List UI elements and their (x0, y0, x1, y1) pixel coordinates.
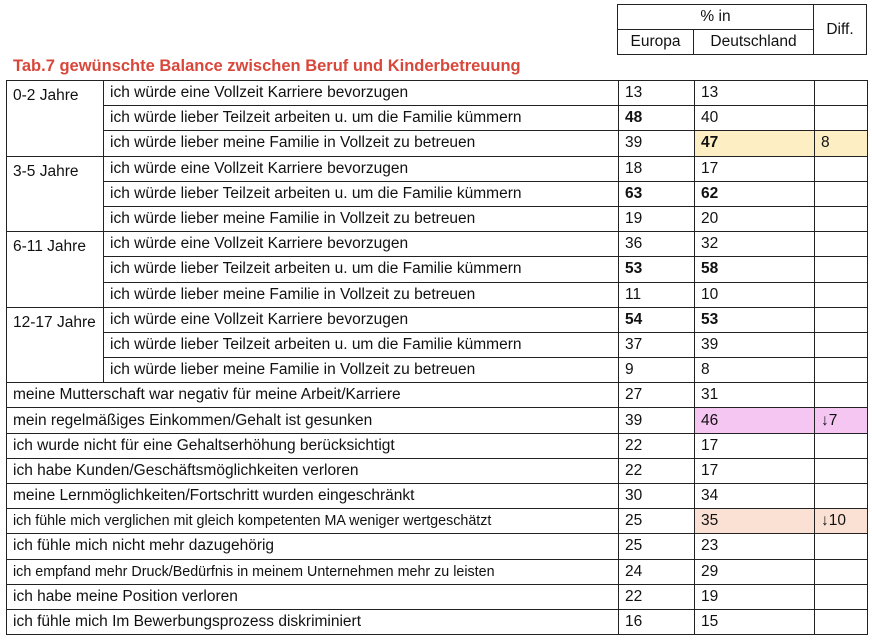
europa-value: 48 (619, 106, 695, 131)
deutschland-value: 8 (695, 358, 815, 383)
diff-value (815, 584, 868, 609)
diff-value: 8 (815, 131, 868, 156)
statement-cell: meine Mutterschaft war negativ für meine Arbeit/Karriere (7, 383, 619, 408)
europa-value: 11 (619, 282, 695, 307)
table-row (7, 408, 868, 433)
europa-value: 39 (619, 408, 695, 433)
statement-cell: ich würde eine Vollzeit Karriere bevorzugen (104, 232, 619, 257)
deutschland-value: 19 (695, 584, 815, 609)
age-group-label: 12-17 Jahre (7, 307, 104, 383)
diff-value (815, 458, 868, 483)
table-title: Tab.7 gewünschte Balance zwischen Beruf und Kinderbetreuung (13, 57, 521, 75)
table-row (7, 509, 868, 534)
diff-value (815, 206, 868, 231)
statement-cell: ich würde eine Vollzeit Karriere bevorzugen (104, 156, 619, 181)
table-row (7, 131, 868, 156)
table-row (7, 181, 868, 206)
europa-value: 27 (619, 383, 695, 408)
deutschland-value: 39 (695, 332, 815, 357)
diff-value (815, 257, 868, 282)
deutschland-value: 17 (695, 156, 815, 181)
diff-value (815, 534, 868, 559)
statement-cell: ich würde lieber meine Familie in Vollzeit zu betreuen (104, 206, 619, 231)
diff-value (815, 433, 868, 458)
deutschland-value: 17 (695, 433, 815, 458)
diff-value (815, 609, 868, 634)
europa-value: 24 (619, 559, 695, 584)
deutschland-value: 62 (695, 181, 815, 206)
statement-cell: ich würde lieber Teilzeit arbeiten u. um die Familie kümmern (104, 257, 619, 282)
age-group-label: 3-5 Jahre (7, 156, 104, 232)
diff-value (815, 307, 868, 332)
table-row (7, 282, 868, 307)
deutschland-value: 58 (695, 257, 815, 282)
statement-cell: meine Lernmöglichkeiten/Fortschritt wurden eingeschränkt (7, 484, 619, 509)
diff-value (815, 81, 868, 106)
table-row (7, 232, 868, 257)
europa-value: 19 (619, 206, 695, 231)
table-row (7, 332, 868, 357)
statement-cell: ich fühle mich Im Bewerbungsprozess diskriminiert (7, 609, 619, 634)
europa-value: 22 (619, 584, 695, 609)
diff-value (815, 156, 868, 181)
europa-value: 25 (619, 534, 695, 559)
europa-value: 18 (619, 156, 695, 181)
statement-cell: ich habe Kunden/Geschäftsmöglichkeiten verloren (7, 458, 619, 483)
statement-cell: mein regelmäßiges Einkommen/Gehalt ist gesunken (7, 408, 619, 433)
diff-value: ↓10 (815, 509, 868, 534)
deutschland-value: 15 (695, 609, 815, 634)
diff-value (815, 106, 868, 131)
table-row (7, 383, 868, 408)
table-row (7, 584, 868, 609)
table-row (7, 358, 868, 383)
table-row (7, 559, 868, 584)
europa-value: 13 (619, 81, 695, 106)
deutschland-value: 10 (695, 282, 815, 307)
deutschland-value: 40 (695, 106, 815, 131)
statement-cell: ich würde eine Vollzeit Karriere bevorzugen (104, 307, 619, 332)
europa-value: 37 (619, 332, 695, 357)
statement-cell: ich fühle mich nicht mehr dazugehörig (7, 534, 619, 559)
diff-value (815, 332, 868, 357)
europa-value: 9 (619, 358, 695, 383)
europa-value: 22 (619, 433, 695, 458)
table-row (7, 81, 868, 106)
table-row (7, 156, 868, 181)
statement-cell: ich würde lieber Teilzeit arbeiten u. um die Familie kümmern (104, 181, 619, 206)
diff-header: Diff. (814, 5, 867, 55)
diff-value (815, 484, 868, 509)
diff-value (815, 282, 868, 307)
data-table (6, 80, 868, 635)
statement-cell: ich würde lieber meine Familie in Vollzeit zu betreuen (104, 358, 619, 383)
europa-value: 25 (619, 509, 695, 534)
deutschland-value: 31 (695, 383, 815, 408)
table-row (7, 484, 868, 509)
table-row (7, 257, 868, 282)
statement-cell: ich würde lieber meine Familie in Vollzeit zu betreuen (104, 282, 619, 307)
europa-value: 63 (619, 181, 695, 206)
diff-value (815, 559, 868, 584)
column-header (617, 4, 867, 55)
table-row (7, 307, 868, 332)
europa-value: 54 (619, 307, 695, 332)
deutschland-value: 29 (695, 559, 815, 584)
pct-in-header: % in (618, 5, 814, 30)
table-row (7, 106, 868, 131)
deutschland-header: Deutschland (694, 30, 814, 55)
deutschland-value: 13 (695, 81, 815, 106)
table-row (7, 458, 868, 483)
deutschland-value: 47 (695, 131, 815, 156)
europa-value: 30 (619, 484, 695, 509)
deutschland-value: 35 (695, 509, 815, 534)
statement-cell: ich habe meine Position verloren (7, 584, 619, 609)
europa-value: 53 (619, 257, 695, 282)
europa-header: Europa (618, 30, 694, 55)
statement-cell: ich würde lieber meine Familie in Vollzeit zu betreuen (104, 131, 619, 156)
deutschland-value: 53 (695, 307, 815, 332)
diff-value (815, 232, 868, 257)
age-group-label: 6-11 Jahre (7, 232, 104, 308)
diff-value (815, 181, 868, 206)
diff-value: ↓7 (815, 408, 868, 433)
deutschland-value: 46 (695, 408, 815, 433)
europa-value: 36 (619, 232, 695, 257)
statement-cell: ich würde lieber Teilzeit arbeiten u. um die Familie kümmern (104, 332, 619, 357)
deutschland-value: 32 (695, 232, 815, 257)
deutschland-value: 20 (695, 206, 815, 231)
europa-value: 22 (619, 458, 695, 483)
deutschland-value: 17 (695, 458, 815, 483)
table-row (7, 206, 868, 231)
statement-cell: ich empfand mehr Druck/Bedürfnis in meinem Unternehmen mehr zu leisten (7, 559, 619, 584)
table-row (7, 609, 868, 634)
statement-cell: ich fühle mich verglichen mit gleich kompetenten MA weniger wertgeschätzt (7, 509, 619, 534)
statement-cell: ich würde eine Vollzeit Karriere bevorzugen (104, 81, 619, 106)
table-row (7, 433, 868, 458)
deutschland-value: 34 (695, 484, 815, 509)
diff-value (815, 383, 868, 408)
age-group-label: 0-2 Jahre (7, 81, 104, 157)
europa-value: 16 (619, 609, 695, 634)
deutschland-value: 23 (695, 534, 815, 559)
europa-value: 39 (619, 131, 695, 156)
table-row (7, 534, 868, 559)
statement-cell: ich wurde nicht für eine Gehaltserhöhung berücksichtigt (7, 433, 619, 458)
statement-cell: ich würde lieber Teilzeit arbeiten u. um die Familie kümmern (104, 106, 619, 131)
diff-value (815, 358, 868, 383)
